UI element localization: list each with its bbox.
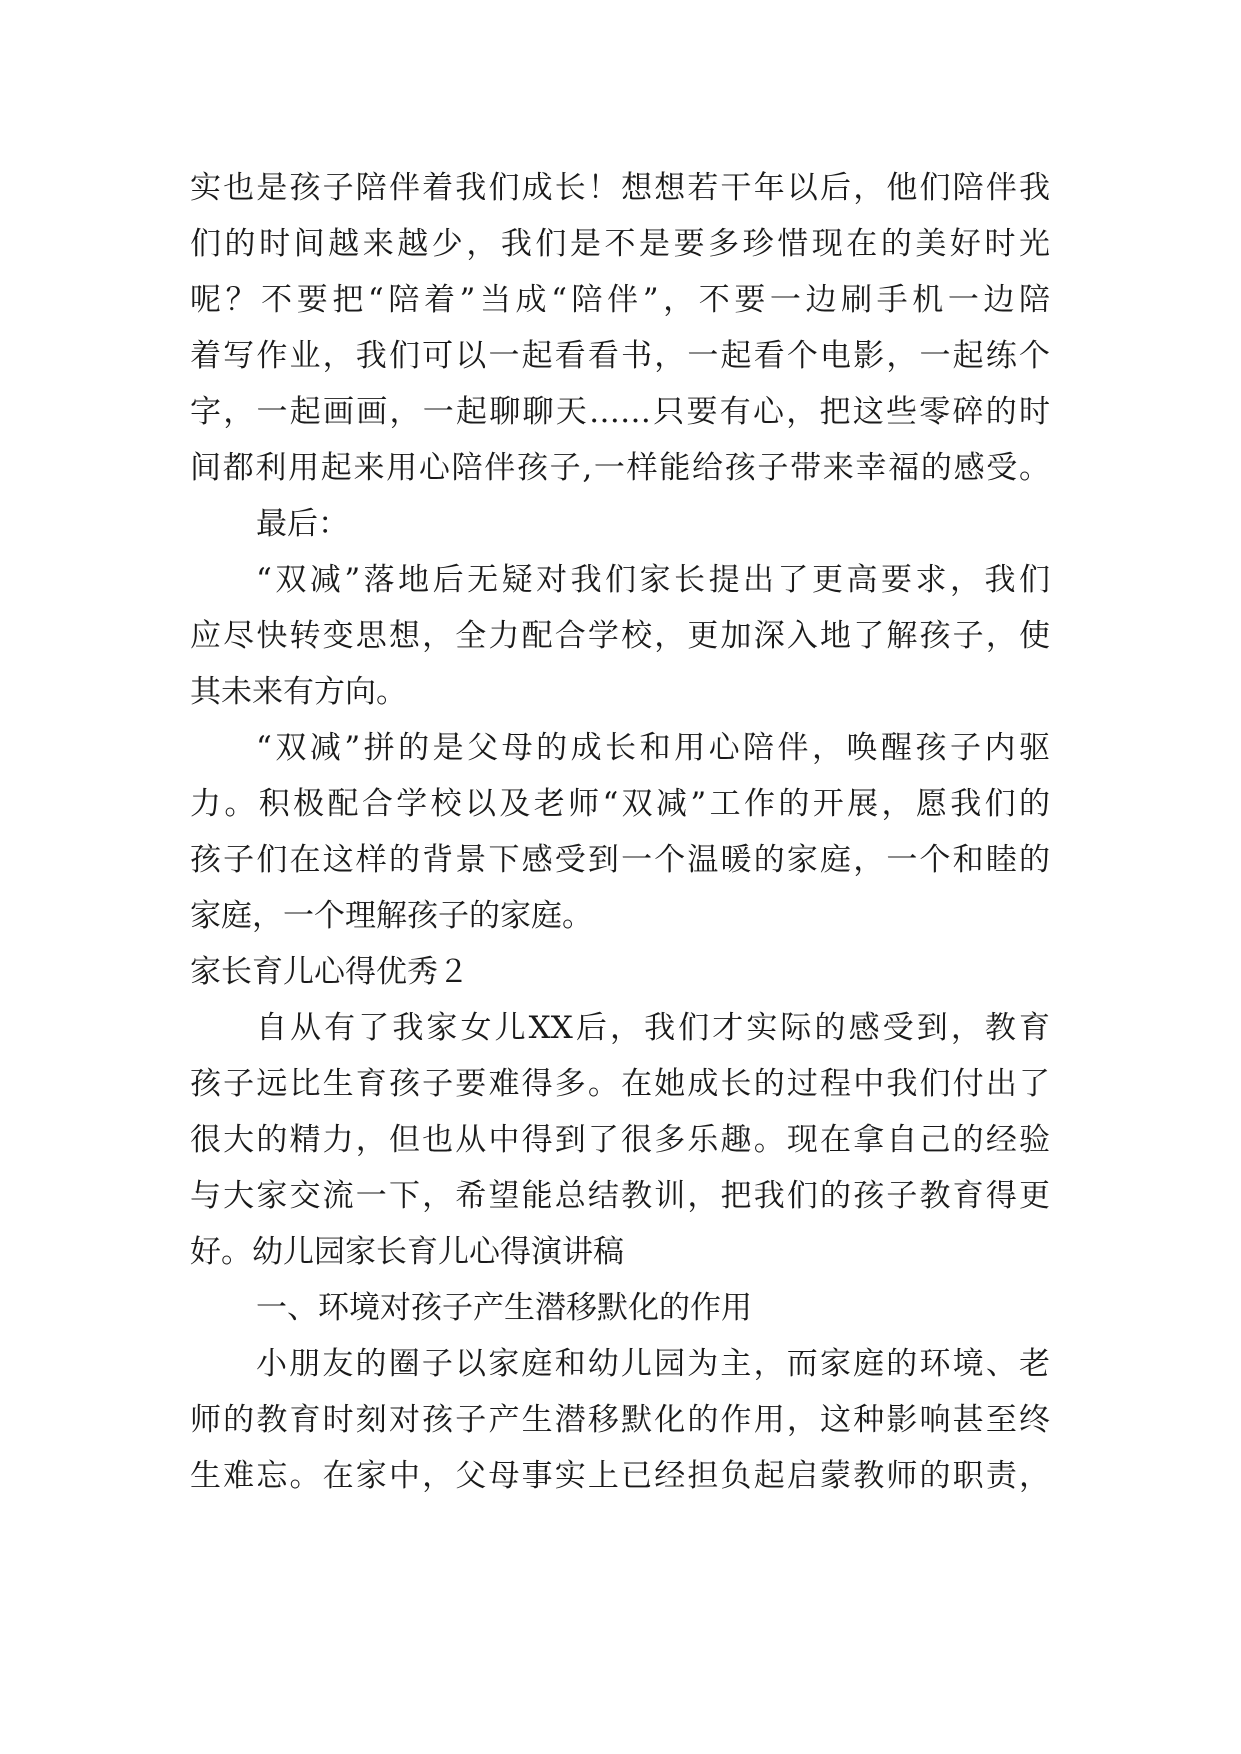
text-line: 间都利用起来用心陪伴孩子,一样能给孩子带来幸福的感受。: [190, 450, 1050, 486]
paragraph-heading: 最后：: [256, 506, 349, 542]
text-line: 字，一起画画，一起聊聊天……只要有心，把这些零碎的时: [190, 394, 1050, 430]
section-title: 家长育儿心得优秀２: [190, 954, 469, 990]
text-line: 很大的精力，但也从中得到了很多乐趣。现在拿自己的经验: [190, 1122, 1050, 1158]
text-line: 其未来有方向。: [190, 674, 407, 710]
text-line: “双减”落地后无疑对我们家长提出了更高要求，我们: [256, 562, 1050, 598]
text-line: 应尽快转变思想，全力配合学校，更加深入地了解孩子，使: [190, 618, 1050, 654]
subsection-heading: 一、环境对孩子产生潜移默化的作用: [256, 1290, 752, 1326]
text-line: 小朋友的圈子以家庭和幼儿园为主，而家庭的环境、老: [256, 1346, 1050, 1382]
text-line: “双减”拼的是父母的成长和用心陪伴，唤醒孩子内驱: [256, 730, 1050, 766]
text-line: 好。幼儿园家长育儿心得演讲稿: [190, 1234, 624, 1270]
text-line: 呢？不要把“陪着”当成“陪伴”，不要一边刷手机一边陪: [190, 282, 1050, 318]
text-line: 着写作业，我们可以一起看看书，一起看个电影，一起练个: [190, 338, 1050, 374]
text-line: 孩子远比生育孩子要难得多。在她成长的过程中我们付出了: [190, 1066, 1050, 1102]
text-line: 生难忘。在家中，父母事实上已经担负起启蒙教师的职责，: [190, 1458, 1050, 1494]
text-line: 师的教育时刻对孩子产生潜移默化的作用，这种影响甚至终: [190, 1402, 1050, 1438]
text-line: 与大家交流一下，希望能总结教训，把我们的孩子教育得更: [190, 1178, 1050, 1214]
text-line: 家庭，一个理解孩子的家庭。: [190, 898, 593, 934]
text-line: 孩子们在这样的背景下感受到一个温暖的家庭，一个和睦的: [190, 842, 1050, 878]
text-line: 自从有了我家女儿XX后，我们才实际的感受到，教育: [256, 1010, 1050, 1046]
text-line: 们的时间越来越少，我们是不是要多珍惜现在的美好时光: [190, 226, 1050, 262]
text-line: 实也是孩子陪伴着我们成长！想想若干年以后，他们陪伴我: [190, 170, 1050, 206]
text-line: 力。积极配合学校以及老师“双减”工作的开展，愿我们的: [190, 786, 1050, 822]
